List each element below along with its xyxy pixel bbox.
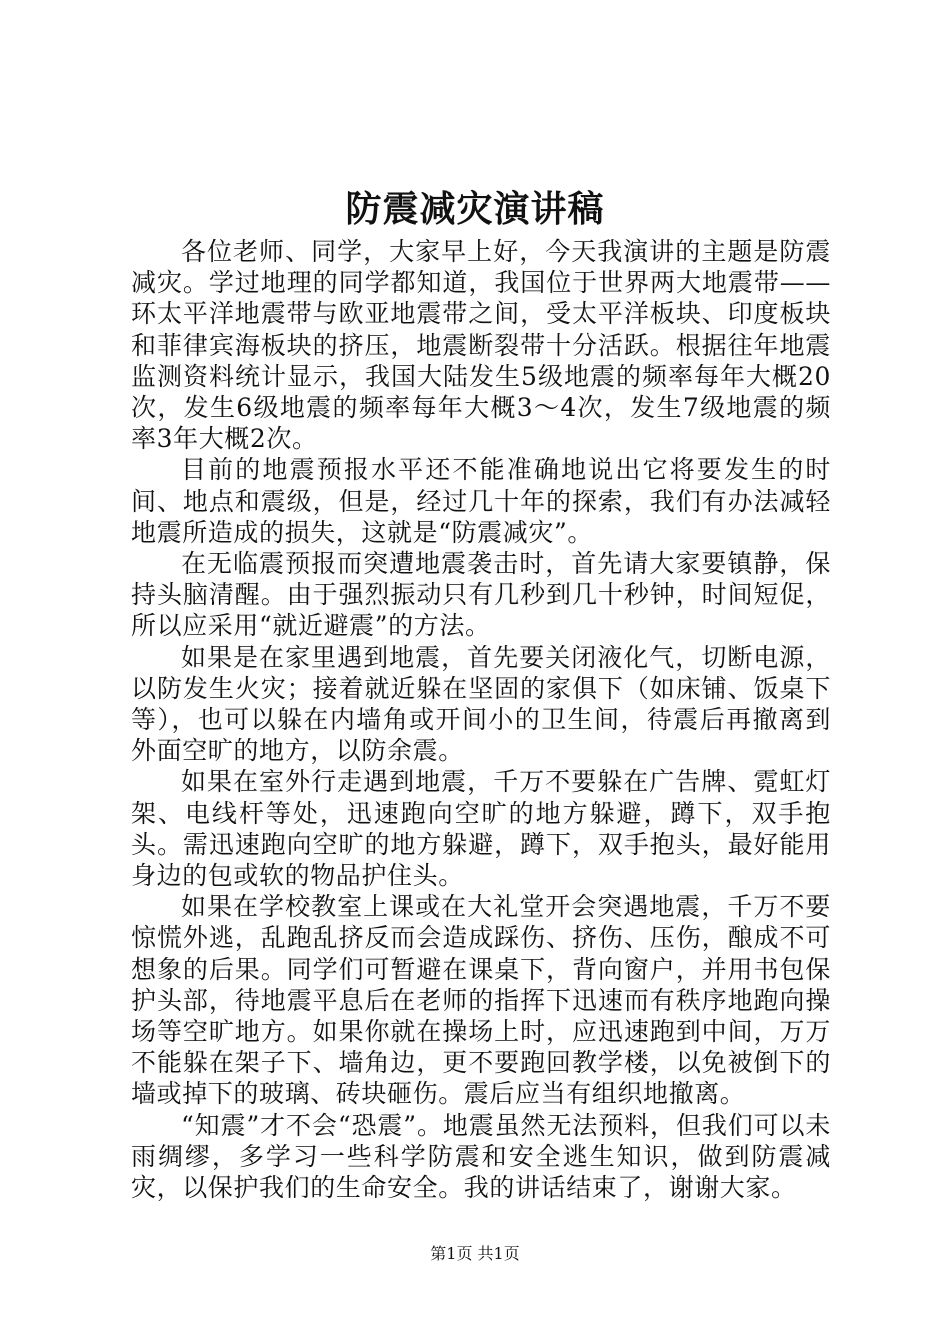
document-body <box>131 236 831 1203</box>
paragraph-closing: “知震”才不会“恐震”。地震虽然无法预料，但我们可以未雨绸缪，多学习一些科学防震和安全逃生知识，做到防震减灾，以保护我们的生命安全。我的讲话结束了，谢谢大家。 <box>131 1110 831 1203</box>
paragraph-at-school: 如果在学校教室上课或在大礼堂开会突遇地震，千万不要惊慌外逃，乱跑乱挤反而会造成踩伤、挤伤、压伤，酿成不可想象的后果。同学们可暂避在课桌下，背向窗户，并用书包保护头部，待地震平息后在老师的指挥下迅速而有秩序地跑向操场等空旷地方。如果你就在操场上时，应迅速跑到中间，万万不能躲在架子下、墙角边，更不要跑回教学楼，以免被倒下的墙或掉下的玻璃、砖块砸伤。震后应当有组织地撤离。 <box>131 892 831 1109</box>
document-title: 防震减灾演讲稿 <box>345 188 605 230</box>
paragraph-forecast: 目前的地震预报水平还不能准确地说出它将要发生的时间、地点和震级，但是，经过几十年的探索，我们有办法减轻地震所造成的损失，这就是“防震减灾”。 <box>131 455 831 547</box>
page-number: 第1页 共1页 <box>430 1244 520 1263</box>
paragraph-intro: 各位老师、同学，大家早上好，今天我演讲的主题是防震减灾。学过地理的同学都知道，我国位于世界两大地震带——环太平洋地震带与欧亚地震带之间，受太平洋板块、印度板块和菲律宾海板块的挤压，地震断裂带十分活跃。根据往年地震监测资料统计显示，我国大陆发生5级地震的频率每年大概20次，发生6级地震的频率每年大概3～4次，发生7级地震的频率3年大概2次。 <box>131 237 831 454</box>
paragraph-outdoors: 如果在室外行走遇到地震，千万不要躲在广告牌、霓虹灯架、电线杆等处，迅速跑向空旷的地方躲避，蹲下，双手抱头。需迅速跑向空旷的地方躲避，蹲下，双手抱头，最好能用身边的包或软的物品护住头。 <box>131 767 831 891</box>
paragraph-at-home: 如果是在家里遇到地震，首先要关闭液化气，切断电源，以防发生火灾；接着就近躲在坚固的家俱下（如床铺、饭桌下等），也可以躲在内墙角或开间小的卫生间，待震后再撤离到外面空旷的地方，以防余震。 <box>131 642 831 766</box>
paragraph-stay-calm: 在无临震预报而突遭地震袭击时，首先请大家要镇静，保持头脑清醒。由于强烈振动只有几秒到几十秒钟，时间短促，所以应采用“就近避震”的方法。 <box>131 549 831 641</box>
